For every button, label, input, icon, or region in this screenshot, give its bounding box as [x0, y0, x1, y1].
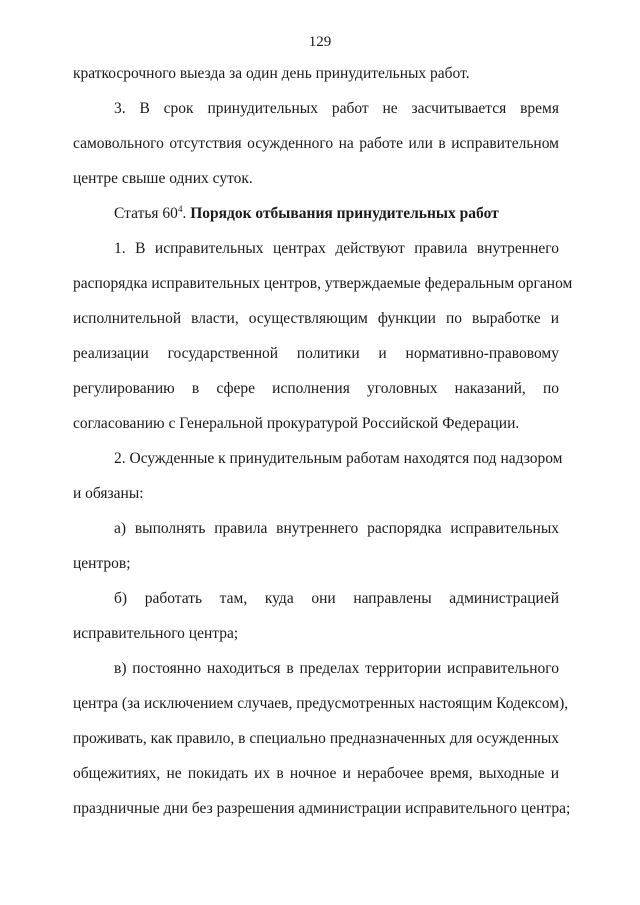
text-line: 1. В исправительных центрах действуют правила внутреннего	[114, 240, 559, 257]
text-line: центров;	[73, 555, 131, 572]
text-line: реализации государственной политики и нормативно-правовому	[73, 345, 559, 362]
text-line: праздничные дни без разрешения администрации исправительного центра;	[73, 800, 571, 817]
text-line: краткосрочного выезда за один день принудительных работ.	[73, 65, 470, 82]
text-line: проживать, как правило, в специально предназначенных для осужденных	[73, 730, 559, 747]
text-line: 2. Осужденные к принудительным работам находятся под надзором	[114, 450, 563, 467]
article-heading	[73, 196, 559, 231]
document-body	[73, 56, 573, 826]
text-line: центре свыше одних суток.	[73, 170, 253, 187]
text-line: регулированию в сфере исполнения уголовных наказаний, по	[73, 380, 559, 397]
text-line: 3. В срок принудительных работ не засчитывается время	[114, 100, 559, 117]
text-line: самовольного отсутствия осужденного на работе или в исправительном	[73, 135, 559, 152]
text-line: исправительного центра;	[73, 625, 239, 642]
article-separator: .	[182, 205, 191, 222]
text-line: распорядка исправительных центров, утверждаемые федеральным органом	[73, 275, 573, 292]
text-line: центра (за исключением случаев, предусмотренных настоящим Кодексом),	[73, 695, 569, 712]
text-line: исполнительной власти, осуществляющим функции по выработке и	[73, 310, 559, 327]
text-line: б) работать там, куда они направлены администрацией	[114, 590, 559, 607]
article-number: Статья 60	[114, 205, 178, 222]
page-number: 129	[308, 34, 332, 50]
text-line: общежитиях, не покидать их в ночное и нерабочее время, выходные и	[73, 765, 559, 782]
article-superscript: 4	[177, 204, 183, 214]
text-line: согласованию с Генеральной прокуратурой Российской Федерации.	[73, 415, 520, 432]
text-line: и обязаны:	[73, 485, 144, 502]
article-title: Порядок отбывания принудительных работ	[190, 205, 499, 222]
text-line: а) выполнять правила внутреннего распорядка исправительных	[114, 520, 559, 537]
text-line: в) постоянно находиться в пределах территории исправительного	[114, 660, 559, 677]
